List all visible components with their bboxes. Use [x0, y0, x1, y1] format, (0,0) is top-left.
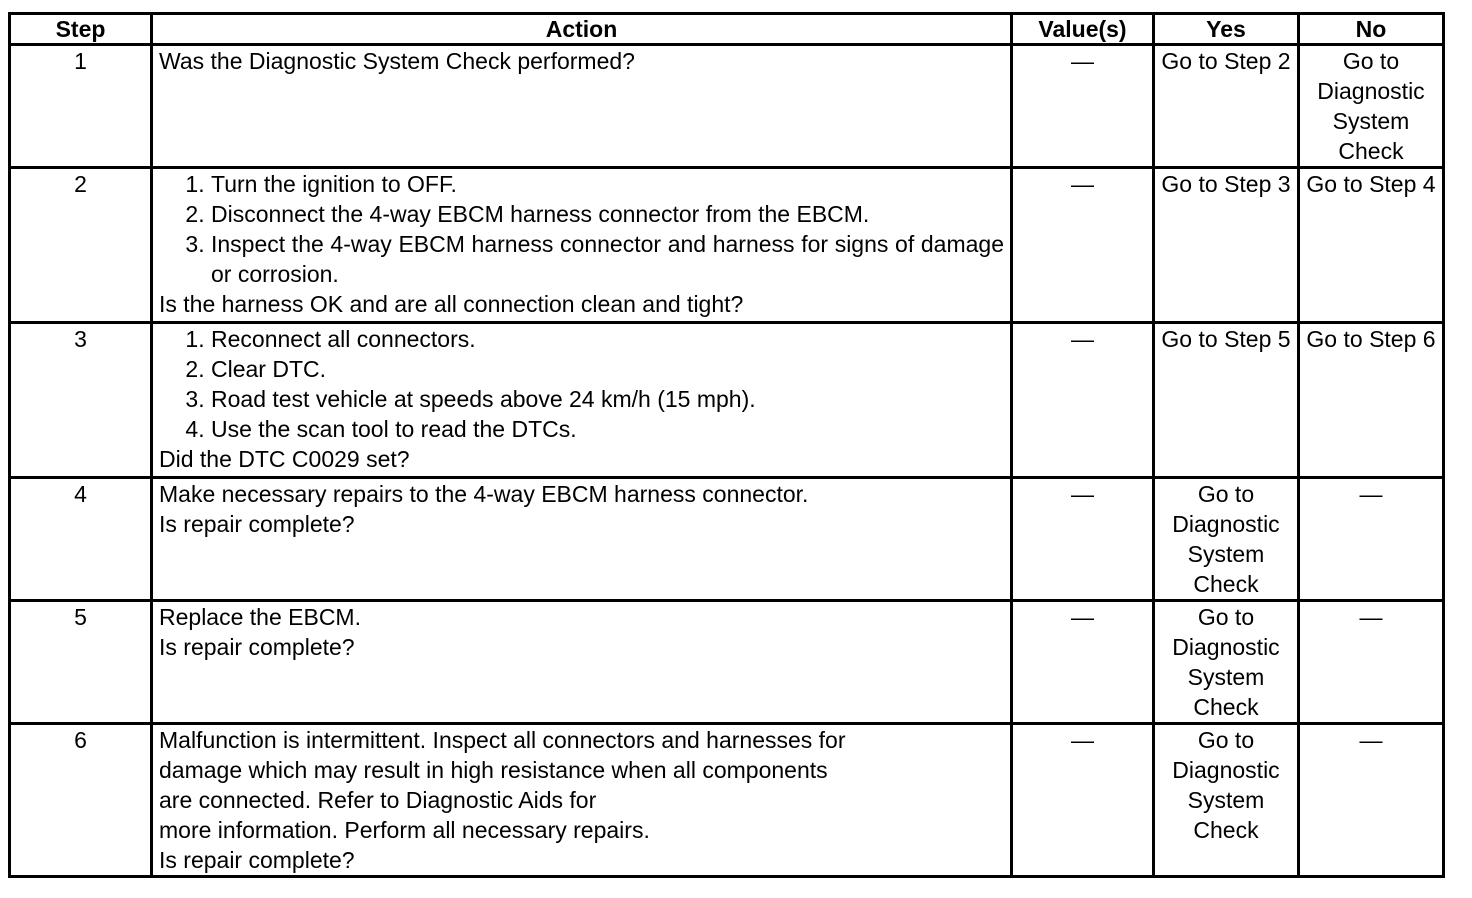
action-question: Is the harness OK and are all connection clean and tight? — [159, 291, 744, 317]
yes-cell: Go to Diagnostic System Check — [1154, 601, 1299, 724]
no-cell: — — [1299, 478, 1444, 601]
value-cell: — — [1012, 323, 1154, 478]
no-cell: Go to Diagnostic System Check — [1299, 45, 1444, 168]
header-step: Step — [10, 14, 152, 45]
action-cell — [152, 724, 1012, 877]
action-cell — [152, 168, 1012, 323]
action-cell — [152, 478, 1012, 601]
action-text: Replace the EBCM. — [159, 604, 361, 630]
action-cell — [152, 601, 1012, 724]
table-row — [10, 724, 1444, 877]
action-step-item: 3. Road test vehicle at speeds above 24 km/h (15 mph). — [211, 384, 1004, 414]
action-steps-list — [159, 169, 1004, 289]
action-line: Malfunction is intermittent. Inspect all connectors and harnesses for — [159, 727, 846, 753]
diagnostic-table — [8, 12, 1445, 878]
step-number: 4 — [10, 478, 152, 601]
yes-cell: Go to Step 3 — [1154, 168, 1299, 323]
table-row — [10, 45, 1444, 168]
no-cell: — — [1299, 601, 1444, 724]
value-cell: — — [1012, 45, 1154, 168]
no-cell: Go to Step 6 — [1299, 323, 1444, 478]
header-action: Action — [152, 14, 1012, 45]
step-number: 5 — [10, 601, 152, 724]
action-step-item: 1. Reconnect all connectors. — [211, 324, 1004, 354]
action-line: damage which may result in high resistance when all components — [159, 757, 828, 783]
header-yes: Yes — [1154, 14, 1299, 45]
action-question: Is repair complete? — [159, 634, 355, 660]
action-text: Was the Diagnostic System Check performed? — [159, 48, 635, 74]
value-cell: — — [1012, 168, 1154, 323]
table-row — [10, 478, 1444, 601]
value-cell: — — [1012, 601, 1154, 724]
value-cell: — — [1012, 724, 1154, 877]
table-row — [10, 323, 1444, 478]
action-cell — [152, 45, 1012, 168]
step-number: 1 — [10, 45, 152, 168]
yes-cell: Go to Step 2 — [1154, 45, 1299, 168]
action-step-item: 2. Clear DTC. — [211, 354, 1004, 384]
header-values: Value(s) — [1012, 14, 1154, 45]
no-cell: Go to Step 4 — [1299, 168, 1444, 323]
action-line: are connected. Refer to Diagnostic Aids for — [159, 787, 597, 813]
yes-cell: Go to Diagnostic System Check — [1154, 724, 1299, 877]
action-step-item: 2. Disconnect the 4-way EBCM harness connector from the EBCM. — [211, 199, 1004, 229]
action-step-item: 3. Inspect the 4-way EBCM harness connector and harness for signs of damage or corrosion. — [211, 229, 1004, 289]
header-no: No — [1299, 14, 1444, 45]
action-question: Is repair complete? — [159, 847, 355, 873]
step-number: 3 — [10, 323, 152, 478]
action-step-item: 4. Use the scan tool to read the DTCs. — [211, 414, 1004, 444]
action-text: Make necessary repairs to the 4-way EBCM harness connector. — [159, 481, 809, 507]
action-steps-list — [159, 324, 1004, 444]
step-number: 6 — [10, 724, 152, 877]
yes-cell: Go to Diagnostic System Check — [1154, 478, 1299, 601]
no-cell: — — [1299, 724, 1444, 877]
yes-cell: Go to Step 5 — [1154, 323, 1299, 478]
table-row — [10, 601, 1444, 724]
table-row — [10, 168, 1444, 323]
diagnostic-table-container — [8, 12, 1445, 878]
action-step-item: 1. Turn the ignition to OFF. — [211, 169, 1004, 199]
header-row — [10, 14, 1444, 45]
value-cell: — — [1012, 478, 1154, 601]
action-line: more information. Perform all necessary repairs. — [159, 817, 650, 843]
action-question: Is repair complete? — [159, 511, 355, 537]
action-question: Did the DTC C0029 set? — [159, 446, 410, 472]
step-number: 2 — [10, 168, 152, 323]
action-cell — [152, 323, 1012, 478]
